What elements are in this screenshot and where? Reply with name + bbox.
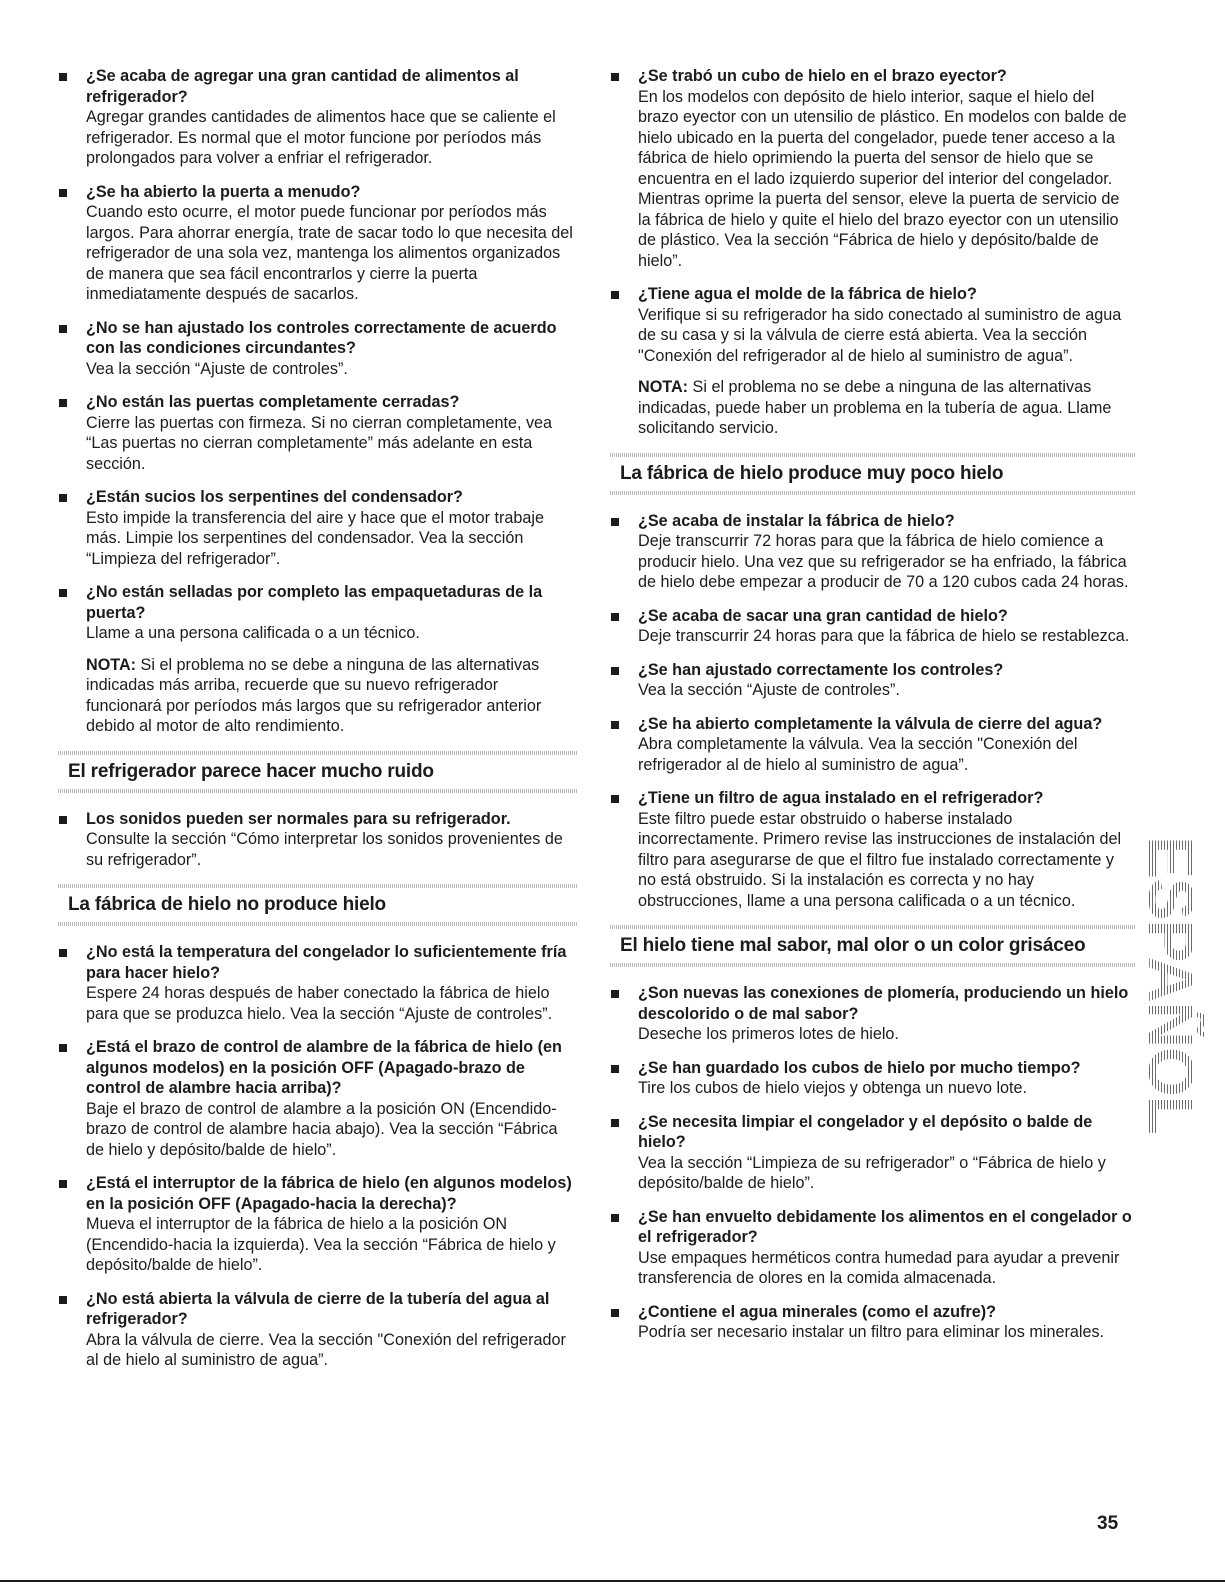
list-item <box>610 983 1135 1045</box>
item-answer: Este filtro puede estar obstruido o haberse instalado incorrectamente. Primero revise las instrucciones de instalación del filtro para asegurarse de que el filtro fue instalado correctamente y no está obstruido. Si la instalación es correcta y no hay obstrucciones, llame a una persona calificada o a un técnico. <box>638 809 1122 910</box>
item-question: ¿No están las puertas completamente cerradas? <box>86 393 460 411</box>
bullet-icon <box>59 494 67 502</box>
bullet-icon <box>59 73 67 81</box>
section-rule <box>58 789 578 793</box>
item-question: ¿Se acaba de agregar una gran cantidad de alimentos al refrigerador? <box>86 67 519 106</box>
right-column <box>610 66 1135 1356</box>
list-item <box>610 606 1135 647</box>
item-question: ¿Tiene un filtro de agua instalado en el refrigerador? <box>638 789 1044 807</box>
item-answer: Vea la sección “Ajuste de controles”. <box>86 359 348 378</box>
bullet-icon <box>59 1044 67 1052</box>
item-question: ¿Está el brazo de control de alambre de la fábrica de hielo (en algunos modelos) en la posición OFF (Apagado-brazo de control de alambre hacia arriba)? <box>86 1038 562 1097</box>
item-answer: Espere 24 horas después de haber conectado la fábrica de hielo para que se produzca hielo. Vea la sección “Ajuste de controles”. <box>86 984 553 1023</box>
item-answer: Cierre las puertas con firmeza. Si no cierran completamente, vea “Las puertas no cierran completamente” más adelante en esta sección. <box>86 413 553 473</box>
bullet-icon <box>611 1119 619 1127</box>
item-answer: Mueva el interruptor de la fábrica de hielo a la posición ON (Encendido-hacia la izquierda). Vea la sección “Fábrica de hielo y depósito/balde de hielo”. <box>86 1215 556 1274</box>
list-item <box>610 1302 1135 1343</box>
section-header-little-ice <box>610 453 1135 495</box>
item-answer: Abra completamente la válvula. Vea la sección "Conexión del refrigerador al de hielo al suministro de agua”. <box>638 735 1078 774</box>
item-question: ¿Se han envuelto debidamente los alimentos en el congelador o el refrigerador? <box>638 1207 1132 1246</box>
bullet-icon <box>611 613 619 621</box>
list-item <box>58 809 578 871</box>
section-rule <box>58 922 578 926</box>
section-rule <box>610 963 1135 967</box>
bullet-icon <box>611 1309 619 1317</box>
item-answer: Abra la válvula de cierre. Vea la sección "Conexión del refrigerador al de hielo al suministro de agua”. <box>86 1330 566 1369</box>
list-item <box>610 66 1135 271</box>
bullet-icon <box>59 399 67 407</box>
section-header-noise <box>58 751 578 793</box>
bullet-icon <box>611 721 619 729</box>
bullet-icon <box>611 518 619 526</box>
list-item <box>610 1112 1135 1194</box>
list-item <box>58 582 578 644</box>
bottom-rule <box>0 1580 1225 1582</box>
item-answer: Vea la sección “Limpieza de su refrigerador” o “Fábrica de hielo y depósito/balde de hielo”. <box>638 1153 1106 1192</box>
bullet-icon <box>611 1214 619 1222</box>
item-answer: Deje transcurrir 24 horas para que la fábrica de hielo se restablezca. <box>638 627 1130 645</box>
item-question: ¿Son nuevas las conexiones de plomería, produciendo un hielo descolorido o de mal sabor? <box>638 984 1129 1023</box>
list-item <box>610 284 1135 366</box>
bullet-icon <box>611 795 619 803</box>
item-question: ¿Se acaba de instalar la fábrica de hielo? <box>638 511 955 530</box>
item-answer: Consulte la sección “Cómo interpretar los sonidos provenientes de su refrigerador”. <box>86 830 563 869</box>
list-item <box>58 942 578 1024</box>
item-answer: Cuando esto ocurre, el motor puede funcionar por períodos más largos. Para ahorrar energía, trate de sacar todo lo que necesita del refrigerador de una sola vez, mantenga los alimentos organizados de manera que sea fácil encontrarlos y cierre la puerta inmediatamente después de sacarlos. <box>86 203 573 303</box>
item-question: ¿Se acaba de sacar una gran cantidad de hielo? <box>638 606 1008 625</box>
item-answer: Tire los cubos de hielo viejos y obtenga un nuevo lote. <box>638 1079 1028 1097</box>
item-answer: Deseche los primeros lotes de hielo. <box>638 1025 899 1043</box>
note: NOTA: Si el problema no se debe a ninguna de las alternativas indicadas, puede haber un problema en la tubería de agua. Llame solicitando servicio. <box>638 378 1112 437</box>
list-item <box>610 788 1135 911</box>
bullet-icon <box>59 325 67 333</box>
item-answer: En los modelos con depósito de hielo interior, saque el hielo del brazo eyector con un utensilio de plástico. En modelos con balde de hielo ubicado en la puerta del congelador, puede tener acceso a la fábrica de hielo oprimiendo la puerta del sensor de hielo que se encuentra en el lado izquierdo superior del interior del congelador. Mientras oprime la puerta del sensor, eleve la puerta de servicio de la fábrica de hielo y quite el hielo del brazo eyector con un utensilio de plástico. Vea la sección “Fábrica de hielo y depósito/balde de hielo”. <box>638 87 1127 270</box>
item-question: ¿Contiene el agua minerales (como el azufre)? <box>638 1302 997 1321</box>
section-rule <box>610 491 1135 495</box>
item-list <box>58 809 578 871</box>
bullet-icon <box>59 189 67 197</box>
list-item <box>58 1289 578 1371</box>
section-title: La fábrica de hielo produce muy poco hielo <box>620 462 1004 484</box>
language-side-tab <box>1135 805 1207 1165</box>
bullet-icon <box>59 589 67 597</box>
item-list <box>610 511 1135 912</box>
item-question: ¿Está el interruptor de la fábrica de hielo (en algunos modelos) en la posición OFF (Apagado-hacia la derecha)? <box>86 1174 572 1213</box>
section-header-bad-taste <box>610 925 1135 967</box>
item-question: ¿Se necesita limpiar el congelador y el depósito o balde de hielo? <box>638 1112 1093 1151</box>
bullet-icon <box>611 990 619 998</box>
item-question: ¿No se han ajustado los controles correctamente de acuerdo con las condiciones circundantes? <box>86 318 557 357</box>
item-question: ¿Se trabó un cubo de hielo en el brazo eyector? <box>638 67 1007 85</box>
item-question: ¿Se han ajustado correctamente los controles? <box>638 660 1004 679</box>
section-title: La fábrica de hielo no produce hielo <box>68 894 386 915</box>
item-answer: Verifique si su refrigerador ha sido conectado al suministro de agua de su casa y si la válvula de cierre está abierta. Vea la sección "Conexión del refrigerador al de hielo al suministro de agua”. <box>638 305 1122 365</box>
item-question: ¿No están selladas por completo las empaquetaduras de la puerta? <box>86 583 543 622</box>
list-item <box>58 1173 578 1276</box>
item-question: ¿Se ha abierto la puerta a menudo? <box>86 182 361 201</box>
bullet-icon <box>611 291 619 299</box>
item-list <box>58 942 578 1371</box>
list-item <box>58 487 578 569</box>
item-question: ¿Se ha abierto completamente la válvula de cierre del agua? <box>638 714 1103 733</box>
item-question: ¿No está abierta la válvula de cierre de la tubería del agua al refrigerador? <box>86 1289 550 1328</box>
section-header-no-ice <box>58 884 578 926</box>
list-item <box>610 660 1135 701</box>
bullet-icon <box>59 1296 67 1304</box>
list-item <box>58 66 578 169</box>
section-title: El refrigerador parece hacer mucho ruido <box>68 760 434 782</box>
item-answer: Use empaques herméticos contra humedad para ayudar a prevenir transferencia de olores en la comida almacenada. <box>638 1248 1120 1287</box>
bullet-icon <box>611 667 619 675</box>
item-question: ¿Están sucios los serpentines del condensador? <box>86 488 463 506</box>
item-answer: Deje transcurrir 72 horas para que la fábrica de hielo comience a producir hielo. Una vez que su refrigerador se ha enfriado, la fábrica de hielo debe empezar a producir de 70 a 120 cubos cada 24 horas. <box>638 532 1129 591</box>
item-answer: Llame a una persona calificada o a un técnico. <box>86 624 420 642</box>
bullet-icon <box>59 816 67 824</box>
item-list <box>58 66 578 644</box>
note: NOTA: Si el problema no se debe a ninguna de las alternativas indicadas más arriba, recuerde que su nuevo refrigerador funcionará por períodos más largos que su refrigerador anterior debido al motor de alto rendimiento. <box>86 655 542 735</box>
list-item <box>58 392 578 474</box>
list-item <box>610 1058 1135 1099</box>
item-question: Los sonidos pueden ser normales para su refrigerador. <box>86 809 511 828</box>
item-answer: Vea la sección “Ajuste de controles”. <box>638 681 900 699</box>
list-item <box>58 318 578 380</box>
item-list <box>610 983 1135 1343</box>
item-answer: Agregar grandes cantidades de alimentos hace que se caliente el refrigerador. Es normal que el motor funcione por períodos más prolongados para volver a enfriar el refrigerador. <box>86 108 556 167</box>
list-item <box>610 714 1135 776</box>
page-number: 35 <box>1097 1513 1119 1534</box>
item-question: ¿No está la temperatura del congelador lo suficientemente fría para hacer hielo? <box>86 943 567 982</box>
item-answer: Baje el brazo de control de alambre a la posición ON (Encendido-brazo de control de alambre hacia abajo). Vea la sección “Fábrica de hielo y depósito/balde de hielo”. <box>86 1099 558 1159</box>
bullet-icon <box>611 1065 619 1073</box>
left-column <box>58 66 578 1384</box>
list-item <box>610 511 1135 593</box>
bullet-icon <box>59 1180 67 1188</box>
list-item <box>58 182 578 305</box>
bullet-icon <box>611 73 619 81</box>
item-answer: Podría ser necesario instalar un filtro para eliminar los minerales. <box>638 1323 1105 1341</box>
item-question: ¿Tiene agua el molde de la fábrica de hielo? <box>638 285 977 303</box>
item-question: ¿Se han guardado los cubos de hielo por mucho tiempo? <box>638 1058 1081 1077</box>
list-item <box>58 1037 578 1160</box>
section-title: El hielo tiene mal sabor, mal olor o un color grisáceo <box>620 935 1086 956</box>
bullet-icon <box>59 949 67 957</box>
list-item <box>610 1207 1135 1289</box>
language-label: ESPAÑOL <box>1135 836 1207 1134</box>
item-answer: Esto impide la transferencia del aire y hace que el motor trabaje más. Limpie los serpentines del condensador. Vea la sección “Limpieza del refrigerador”. <box>86 508 544 568</box>
item-list <box>610 66 1135 366</box>
